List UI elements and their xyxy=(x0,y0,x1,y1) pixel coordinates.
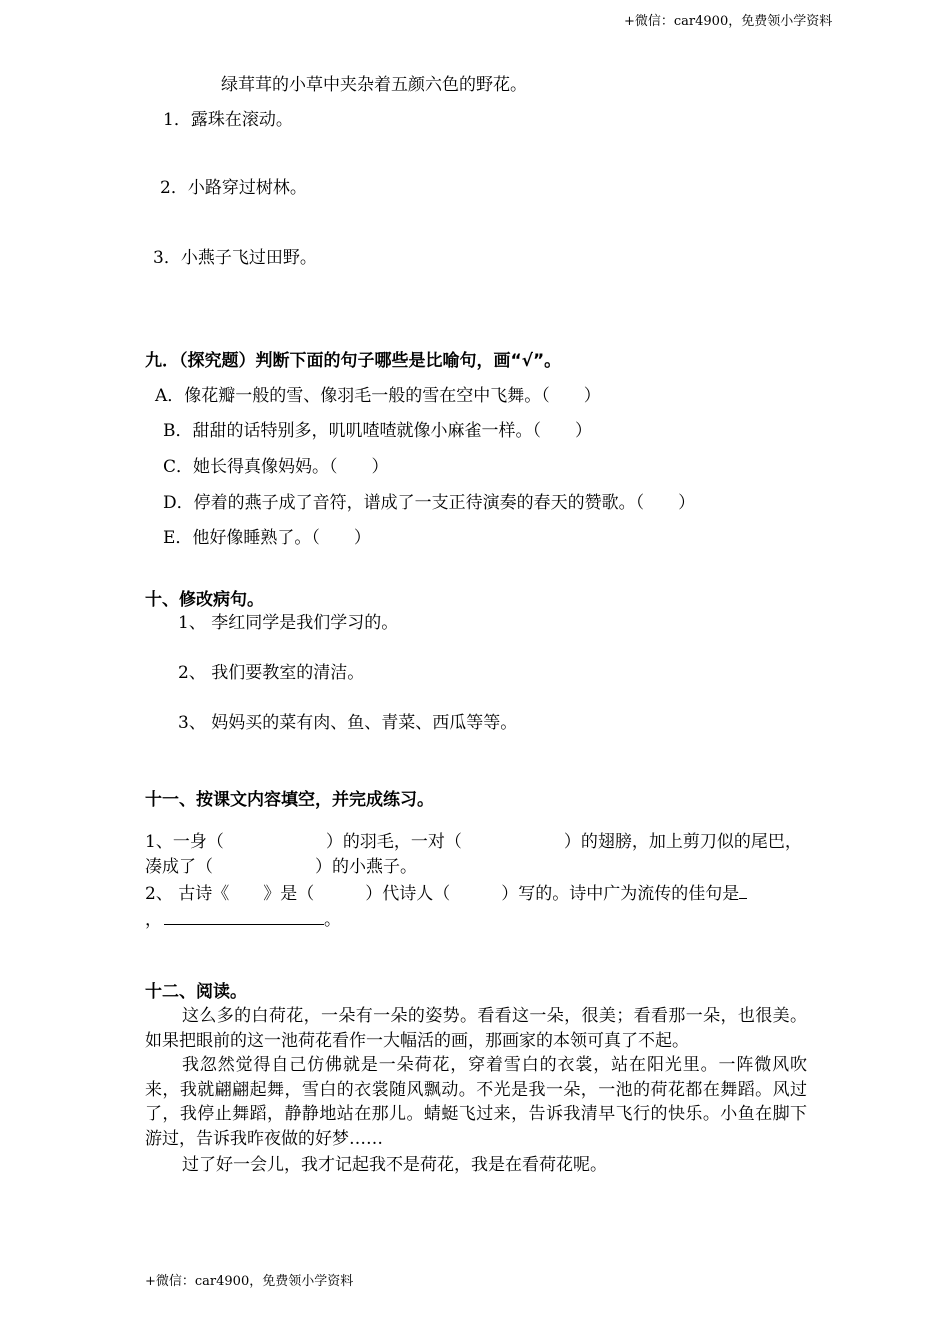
section-11-title: 十一、按课文内容填空，并完成练习。 xyxy=(145,790,434,810)
fill-line-2: 凑成了（ ）的小燕子。 xyxy=(145,857,417,877)
list-item: 1．露珠在滚动。 xyxy=(163,110,293,130)
fill-line-4-comma: ， xyxy=(145,910,162,930)
section-10-title: 十、修改病句。 xyxy=(145,590,264,610)
fill-line-1: 1、一身（ ）的羽毛，一对（ ）的翅膀，加上剪刀似的尾巴， xyxy=(145,832,802,852)
list-item: 2、 我们要教室的清洁。 xyxy=(178,663,365,683)
list-item: E．他好像睡熟了。（ ） xyxy=(163,528,371,548)
fill-line-3-text: 2、 古诗《 》是（ ）代诗人（ ）写的。诗中广为流传的佳句是 xyxy=(145,884,740,904)
section-12-title: 十二、阅读。 xyxy=(145,982,247,1002)
list-item: 2．小路穿过树林。 xyxy=(160,178,307,198)
reading-paragraph: 过了好一会儿，我才记起我不是荷花，我是在看荷花呢。 xyxy=(182,1155,607,1175)
fill-line-3 xyxy=(145,880,747,906)
list-item: B．甜甜的话特别多，叽叽喳喳就像小麻雀一样。（ ） xyxy=(163,421,592,441)
list-item: 3、 妈妈买的菜有肉、鱼、青菜、西瓜等等。 xyxy=(178,713,518,733)
answer-blank xyxy=(164,906,324,925)
reading-paragraph: 这么多的白荷花，一朵有一朵的姿势。看看这一朵，很美；看看那一朵，也很美。如果把眼前的这一池荷花看作一大幅活的画，那画家的本领可真了不起。 xyxy=(145,1006,807,1051)
list-item: 1、 李红同学是我们学习的。 xyxy=(178,613,399,633)
watermark-bottom: +微信：car4900，免费领小学资料 xyxy=(145,1274,354,1289)
fill-line-4-period: 。 xyxy=(324,910,341,930)
section-9-title: 九．（探究题）判断下面的句子哪些是比喻句，画“√”。 xyxy=(145,351,562,371)
example-sentence: 绿茸茸的小草中夹杂着五颜六色的野花。 xyxy=(221,75,527,95)
reading-paragraph: 我忽然觉得自己仿佛就是一朵荷花，穿着雪白的衣裳，站在阳光里。一阵微风吹来，我就翩翩起舞，雪白的衣裳随风飘动。不光是我一朵，一池的荷花都在舞蹈。风过了，我停止舞蹈，静静地站在那儿。蜻蜓飞过来，告诉我清早飞行的快乐。小鱼在脚下游过，告诉我昨夜做的好梦…… xyxy=(145,1055,807,1149)
answer-blank xyxy=(739,880,747,899)
list-item: C．她长得真像妈妈。（ ） xyxy=(163,457,389,477)
list-item: D．停着的燕子成了音符，谱成了一支正待演奏的春天的赞歌。（ ） xyxy=(163,493,696,513)
watermark-top: +微信：car4900，免费领小学资料 xyxy=(624,14,833,29)
list-item: 3．小燕子飞过田野。 xyxy=(153,248,317,268)
list-item: A．像花瓣一般的雪、像羽毛一般的雪在空中飞舞。（ ） xyxy=(155,386,601,406)
fill-line-4 xyxy=(145,906,341,932)
